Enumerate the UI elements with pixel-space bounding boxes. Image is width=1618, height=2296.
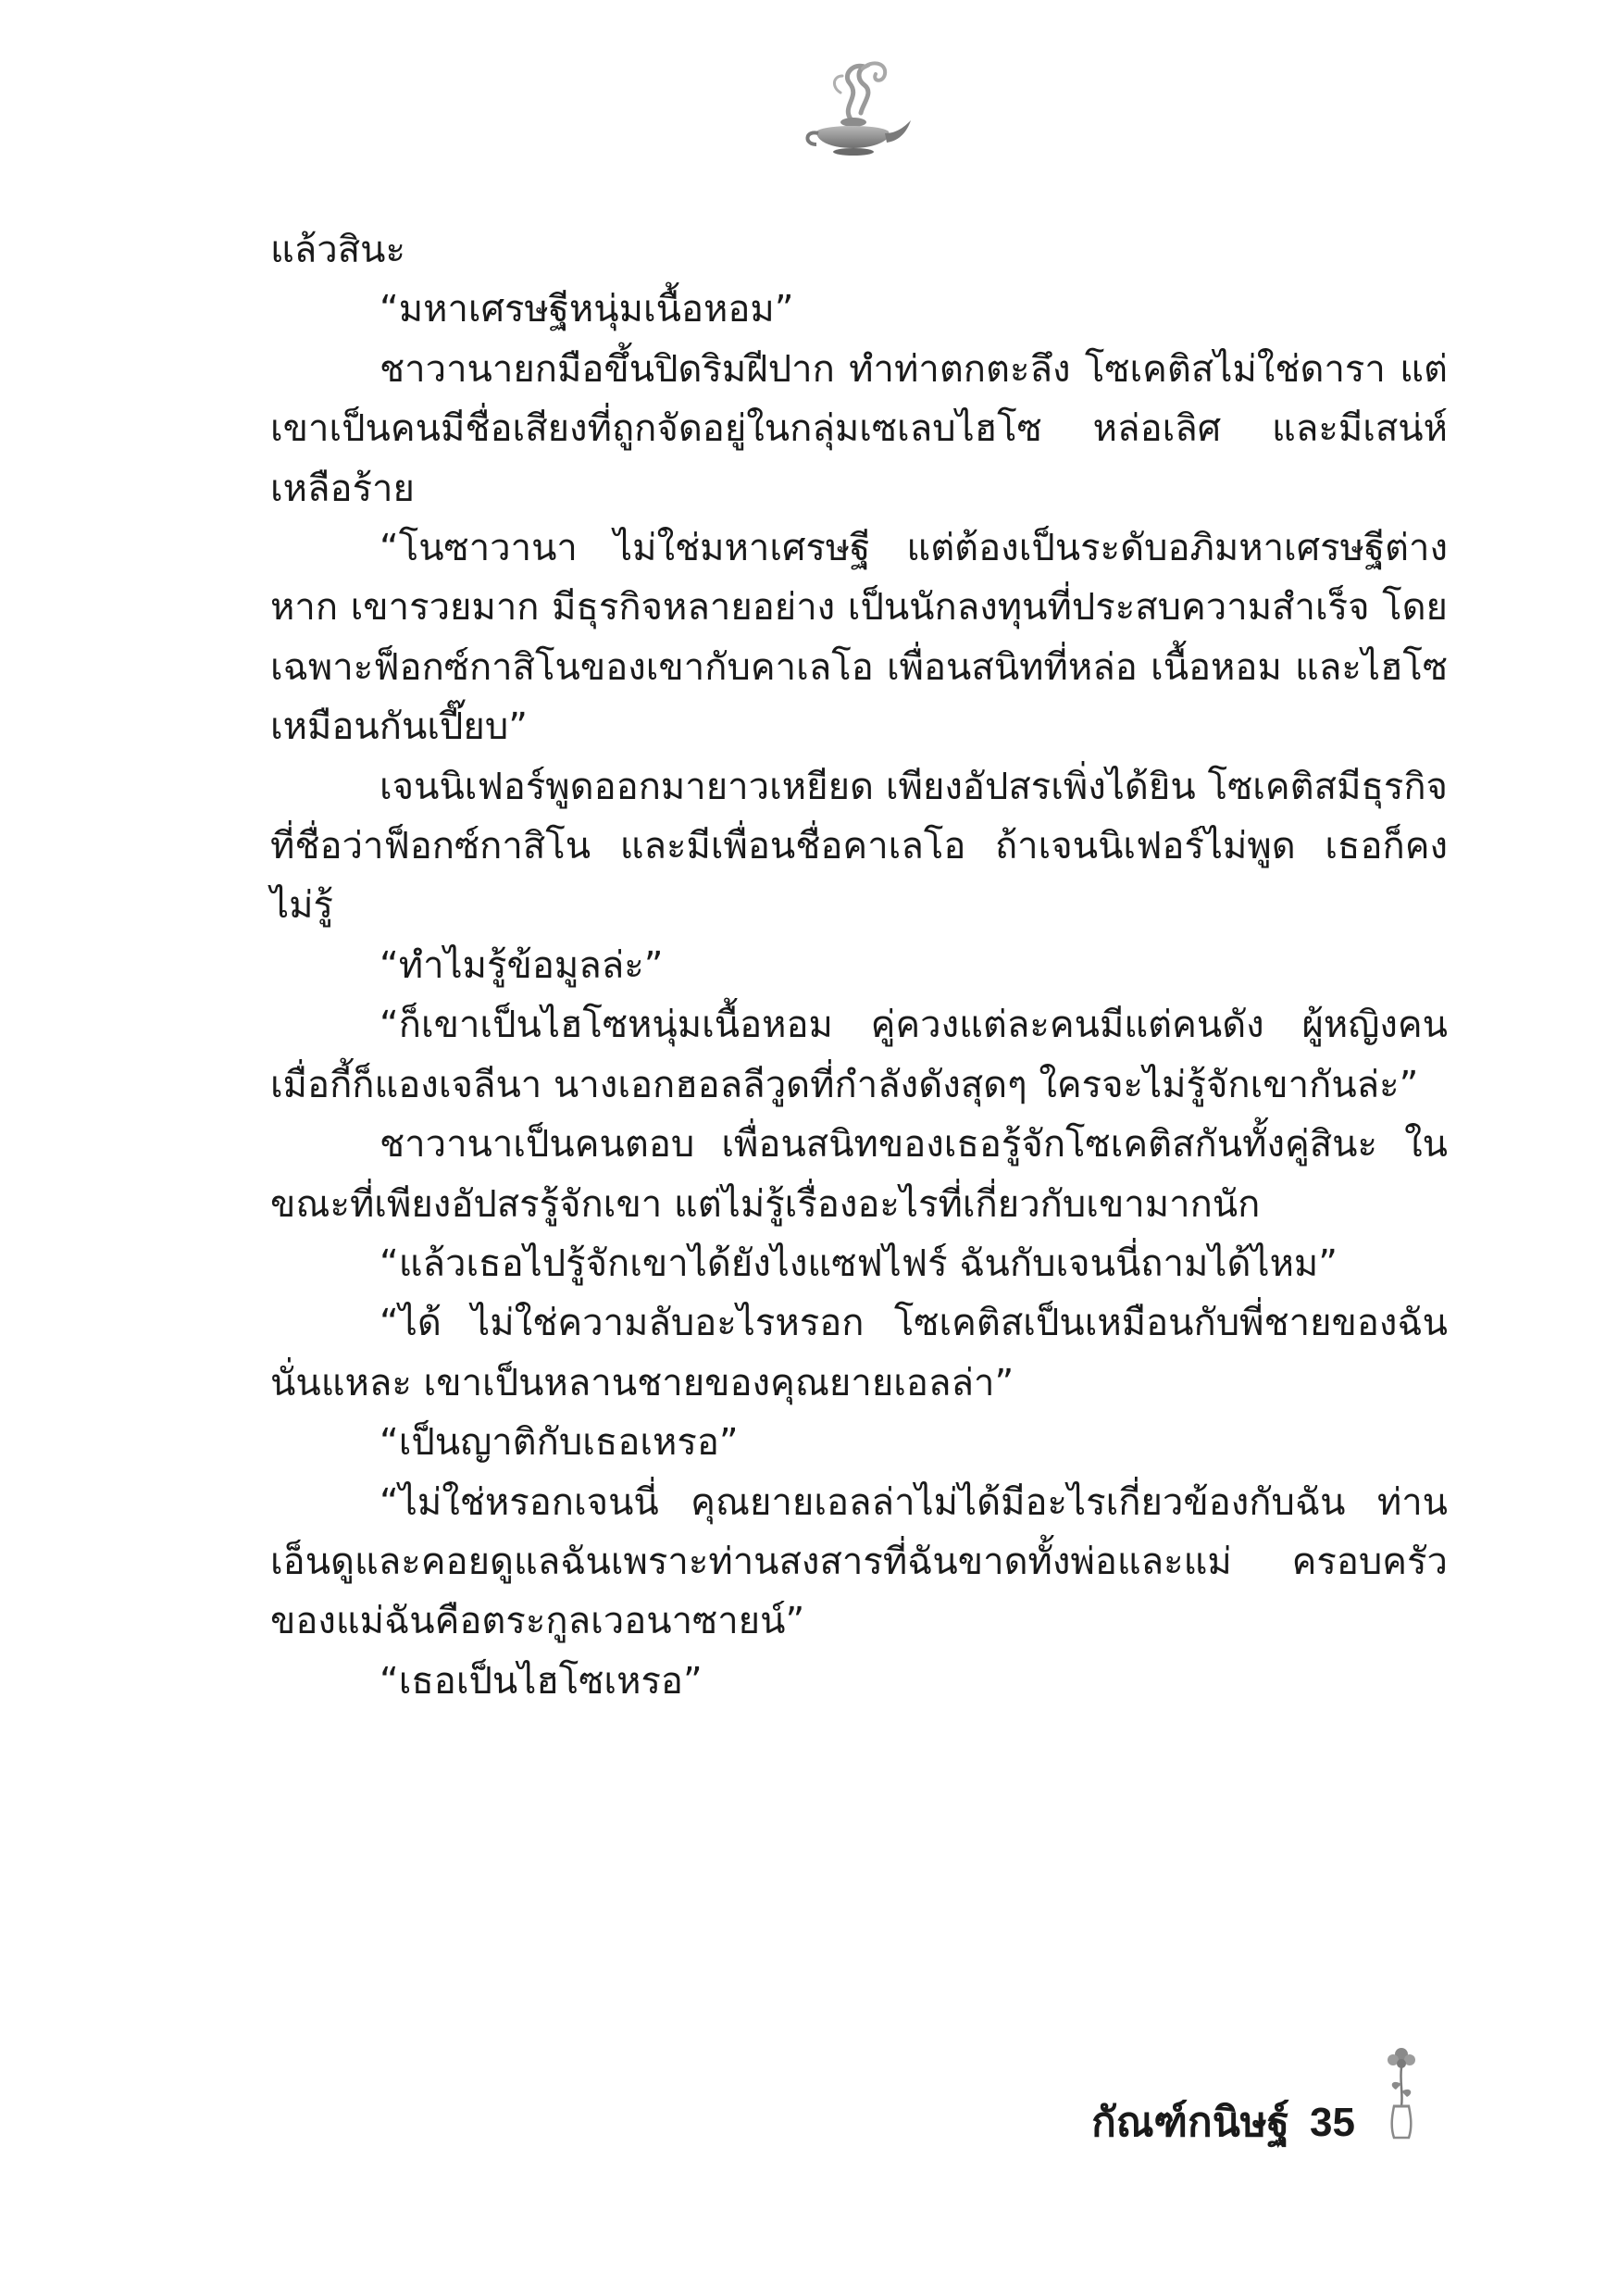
paragraph: “แล้วเธอไปรู้จักเขาได้ยังไงแซฟไฟร์ ฉันกับเจนนี่ถามได้ไหม” <box>380 1242 1338 1285</box>
paragraph: “เธอเป็นไฮโซเหรอ” <box>380 1659 703 1703</box>
paragraph: ชาวานายกมือขึ้นปิดริมฝีปาก ทำท่าตกตะลึง โซเคติสไม่ใช่ดารา แต่เขาเป็นคนมีชื่อเสียงที่ถูกจัดอยู่ในกลุ่มเซเลบไฮโซ หล่อเลิศ และมีเสน่ห์เหลือร้าย <box>270 347 1448 510</box>
paragraph: “โนซาวานา ไม่ใช่มหาเศรษฐี แต่ต้องเป็นระดับอภิมหาเศรษฐีต่างหาก เขารวยมาก มีธุรกิจหลายอย่าง เป็นนักลงทุนที่ประสบความสำเร็จ โดยเฉพาะฟ็อกซ์กาสิโนของเขากับคาเลโอ เพื่อนสนิทที่หล่อ เนื้อหอม และไฮโซเหมือนกันเปี๊ยบ” <box>270 527 1448 749</box>
flower-vase-icon <box>1379 2041 1424 2143</box>
paragraph: “ก็เขาเป็นไฮโซหนุ่มเนื้อหอม คู่ควงแต่ละคนมีแต่คนดัง ผู้หญิงคนเมื่อกี้ก็แองเจลีนา นางเอกฮอลลีวูดที่กำลังดังสุดๆ ใครจะไม่รู้จักเขากันล่ะ” <box>270 1004 1448 1106</box>
page-number: 35 <box>1310 2100 1355 2145</box>
paragraph: “ทำไมรู้ข้อมูลล่ะ” <box>380 943 664 987</box>
book-title: กัณฑ์กนิษฐ์ <box>1091 2099 1290 2146</box>
paragraph: ชาวานาเป็นคนตอบ เพื่อนสนิทของเธอรู้จักโซเคติสกันทั้งคู่สินะ ในขณะที่เพียงอัปสรรู้จักเขา แต่ไม่รู้เรื่องอะไรที่เกี่ยวกับเขามากนัก <box>270 1123 1448 1226</box>
page-footer <box>1091 2041 1424 2146</box>
paragraph: เจนนิเฟอร์พูดออกมายาวเหยียด เพียงอัปสรเพิ่งได้ยิน โซเคติสมีธุรกิจที่ชื่อว่าฟ็อกซ์กาสิโน และมีเพื่อนชื่อคาเลโอ ถ้าเจนนิเฟอร์ไม่พูด เธอก็คงไม่รู้ <box>270 765 1448 928</box>
genie-lamp-icon <box>796 56 916 157</box>
chapter-body-text <box>270 220 1448 1711</box>
paragraph: “ได้ ไม่ใช่ความลับอะไรหรอก โซเคติสเป็นเหมือนกับพี่ชายของฉันนั่นแหละ เขาเป็นหลานชายของคุณยายเอลล่า” <box>270 1302 1448 1404</box>
paragraph: “มหาเศรษฐีหนุ่มเนื้อหอม” <box>380 288 794 331</box>
paragraph: “ไม่ใช่หรอกเจนนี่ คุณยายเอลล่าไม่ได้มีอะไรเกี่ยวข้องกับฉัน ท่านเอ็นดูและคอยดูแลฉันเพราะท่านสงสารที่ฉันขาดทั้งพ่อและแม่ ครอบครัวของแม่ฉันคือตระกูลเวอนาซายน์” <box>270 1480 1448 1643</box>
paragraph: “เป็นญาติกับเธอเหรอ” <box>380 1421 739 1465</box>
paragraph: แล้วสินะ <box>270 229 405 271</box>
